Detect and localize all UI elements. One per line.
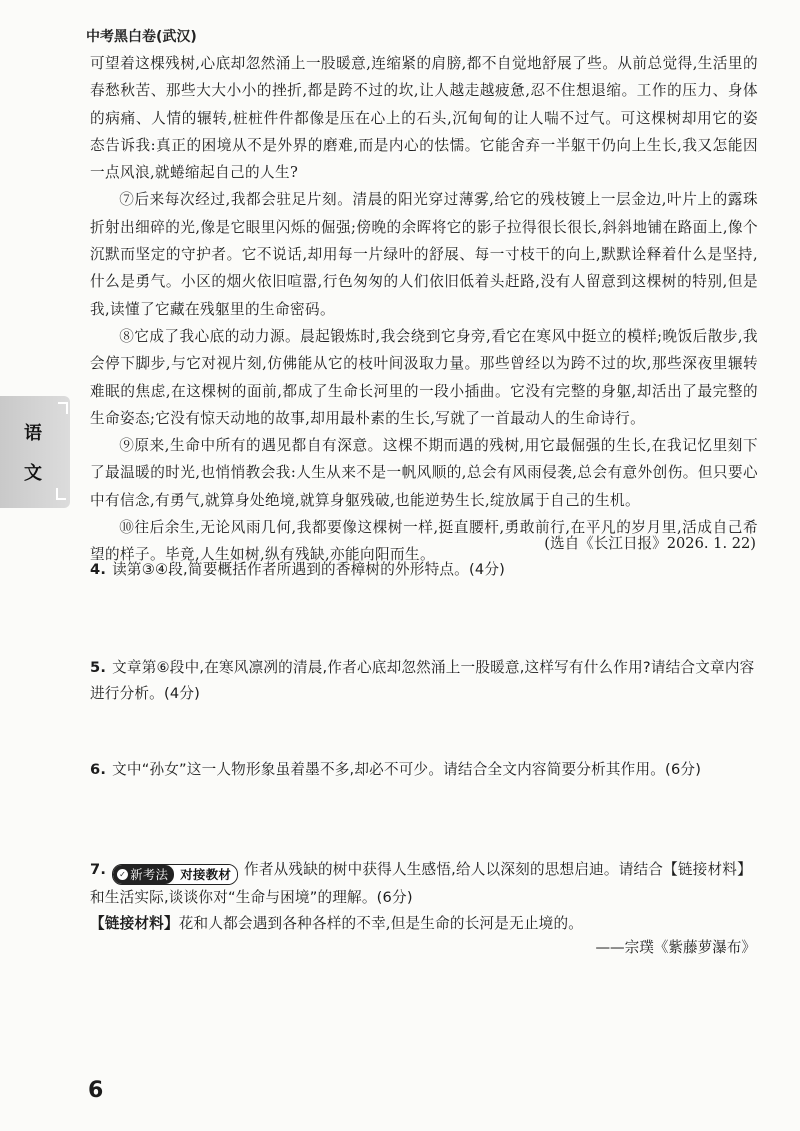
question-5 — [90, 655, 758, 707]
question-text: 文章第⑥段中,在寒风凛冽的清晨,作者心底却忽然涌上一股暖意,这样写有什么作用?请结合文章内容进行分析。(4分) — [90, 659, 755, 702]
question-number: 4. — [90, 561, 107, 578]
badge-right-label: 对接教材 — [174, 865, 237, 884]
link-material — [90, 911, 758, 937]
tab-bracket-bottom — [56, 488, 66, 500]
article-body — [90, 50, 758, 569]
question-number: 5. — [90, 659, 107, 676]
question-number: 6. — [90, 761, 107, 778]
question-number: 7. — [90, 861, 107, 878]
subject-side-tab — [0, 396, 70, 508]
question-7 — [90, 857, 758, 937]
link-material-attribution: ——宗璞《紫藤萝瀑布》 — [595, 939, 756, 956]
new-exam-method-badge — [112, 864, 238, 885]
question-text: 作者从残缺的树中获得人生感悟,给人以深刻的思想启迪。请结合【链接材料】和生活实际,谈谈你对“生命与困境”的理解。(6分) — [90, 861, 752, 906]
badge-left-label: 新考法 — [130, 866, 169, 882]
question-text: 读第③④段,简要概括作者所遇到的香樟树的外形特点。(4分) — [112, 561, 506, 578]
article-source: (选自《长江日报》2026. 1. 22) — [544, 535, 756, 552]
question-4 — [90, 557, 758, 583]
subject-label: 语文 — [24, 423, 42, 484]
article-paragraph-7: ⑦后来每次经过,我都会驻足片刻。清晨的阳光穿过薄雾,给它的残枝镀上一层金边,叶片上的露珠折射出细碎的光,像是它眼里闪烁的倔强;傍晚的余晖将它的影子拉得很长很长,斜斜地铺在路面上,像个沉默而坚定的守护者。它不说话,却用每一片绿叶的舒展、每一寸枝干的向上,默默诠释着什么是坚持,什么是勇气。小区的烟火依旧喧嚣,行色匆匆的人们依旧低着头赶路,没有人留意到这棵树的特别,但是我,读懂了它藏在残躯里的生命密码。 — [90, 191, 758, 318]
page-number: 6 — [88, 1078, 104, 1103]
question-text: 文中“孙女”这一人物形象虽着墨不多,却必不可少。请结合全文内容简要分析其作用。(6分) — [112, 761, 702, 778]
question-6 — [90, 757, 758, 783]
book-header-title: 中考黑白卷(武汉) — [86, 29, 197, 45]
article-paragraph-8: ⑧它成了我心底的动力源。晨起锻炼时,我会绕到它身旁,看它在寒风中挺立的模样;晚饭后散步,我会停下脚步,与它对视片刻,仿佛能从它的枝叶间汲取力量。那些曾经以为跨不过的坎,那些深夜里辗转难眠的焦虑,在这棵树的面前,都成了生命长河里的一段小插曲。它没有完整的身躯,却活出了最完整的生命姿态;它没有惊天动地的故事,却用最朴素的生长,写就了一首最动人的生命诗行。 — [90, 327, 758, 427]
link-material-text: 花和人都会遇到各种各样的不幸,但是生命的长河是无止境的。 — [178, 915, 584, 932]
check-icon: ✓ — [117, 869, 128, 880]
link-material-label: 【链接材料】 — [90, 915, 179, 932]
article-paragraph-9: ⑨原来,生命中所有的遇见都自有深意。这棵不期而遇的残树,用它最倔强的生长,在我记忆里刻下了最温暖的时光,也悄悄教会我:人生从来不是一帆风顺的,总会有风雨侵袭,总会有意外创伤。但只要心中有信念,有勇气,就算身处绝境,就算身躯残破,也能逆势生长,绽放属于自己的生机。 — [90, 437, 758, 509]
article-paragraph-6-continued: 可望着这棵残树,心底却忽然涌上一股暖意,连缩紧的肩膀,都不自觉地舒展了些。从前总觉得,生活里的春愁秋苦、那些大大小小的挫折,都是跨不过的坎,让人越走越疲惫,忍不住想退缩。工作的压力、身体的病痛、人情的辗转,桩桩件件都像是压在心上的石头,沉甸甸的让人喘不过气。可这棵树却用它的姿态告诉我:真正的困境从不是外界的磨难,而是内心的怯懦。它能舍弃一半躯干仍向上生长,我又怎能因一点风浪,就蜷缩起自己的人生? — [90, 55, 758, 182]
article-paragraph-10: ⑩往后余生,无论风雨几何,我都要像这棵树一样,挺直腰杆,勇敢前行,在平凡的岁月里,活成自己希望的样子。毕竟,人生如树,纵有残缺,亦能向阳而生。 — [90, 519, 758, 564]
tab-bracket-top — [58, 402, 68, 414]
